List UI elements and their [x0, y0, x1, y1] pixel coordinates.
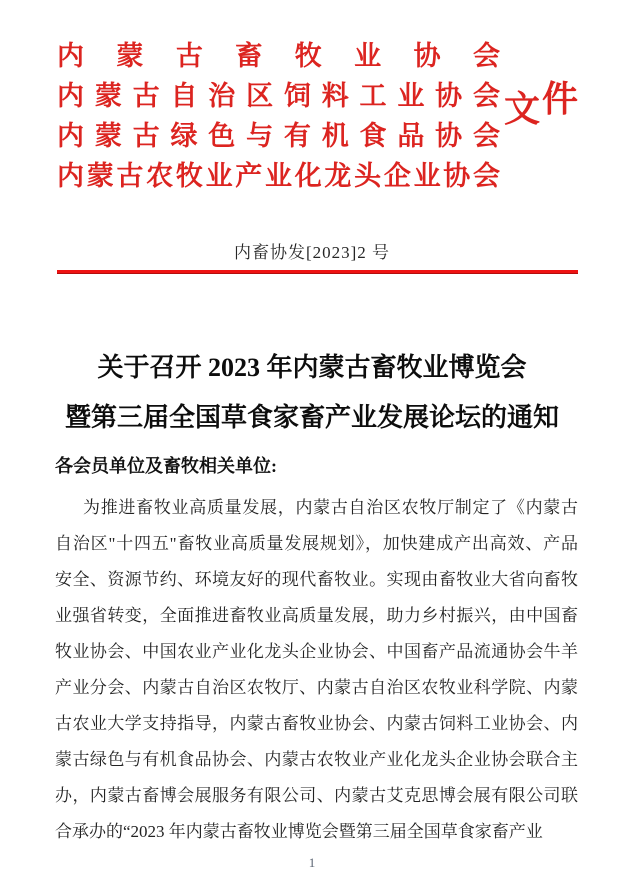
document-title: [40, 343, 584, 443]
body-line: 古农业大学支持指导，内蒙古畜牧业协会、内蒙古饲料工业协会、内: [55, 714, 578, 733]
page-number: 1: [308, 855, 316, 870]
body-line: 办，内蒙古畜博会展服务有限公司、内蒙古艾克思博会展有限公司联: [55, 786, 578, 805]
letterhead-org-line-2: 内蒙古自治区饲料工业协会: [57, 81, 500, 111]
body-line: 产业分会、内蒙古自治区农牧厅、内蒙古自治区农牧业科学院、内蒙: [55, 678, 578, 697]
salutation: 各会员单位及畜牧相关单位:: [55, 456, 277, 476]
letterhead-org-line-1: 内蒙古畜牧业协会: [57, 41, 500, 71]
document-title-line-2: 暨第三届全国草食家畜产业发展论坛的通知: [64, 403, 559, 432]
document-title-line-1: 关于召开 2023 年内蒙古畜牧业博览会: [97, 353, 527, 382]
body-line: 自治区"十四五"畜牧业高质量发展规划》，加快建成产出高效、产品: [55, 534, 578, 553]
body-line: 牧业协会、中国农业产业化龙头企业协会、中国畜产品流通协会牛羊: [55, 642, 578, 661]
body-paragraph: [55, 490, 578, 850]
doc-type-label: [504, 79, 578, 129]
body-line: 业强省转变，全面推进畜牧业高质量发展，助力乡村振兴，由中国畜: [55, 606, 578, 625]
body-line: 合承办的“2023 年内蒙古畜牧业博览会暨第三届全国草食家畜产业: [55, 822, 543, 841]
doc-type-char-wen: 文: [504, 89, 541, 129]
doc-type-char-jian: 件: [541, 79, 578, 119]
body-line: 安全、资源节约、环境友好的现代畜牧业。实现由畜牧业大省向畜牧: [55, 570, 578, 589]
doc-number: 内畜协发[2023]2 号: [233, 243, 391, 262]
body-line: 为推进畜牧业高质量发展，内蒙古自治区农牧厅制定了《内蒙古: [83, 498, 578, 517]
letterhead-org-line-3: 内蒙古绿色与有机食品协会: [57, 121, 500, 151]
letterhead-org-line-4: 内蒙古农牧业产业化龙头企业协会: [57, 161, 500, 191]
red-divider-line: [57, 270, 578, 274]
letterhead: [57, 36, 500, 196]
body-line: 蒙古绿色与有机食品协会、内蒙古农牧业产业化龙头企业协会联合主: [55, 750, 578, 769]
